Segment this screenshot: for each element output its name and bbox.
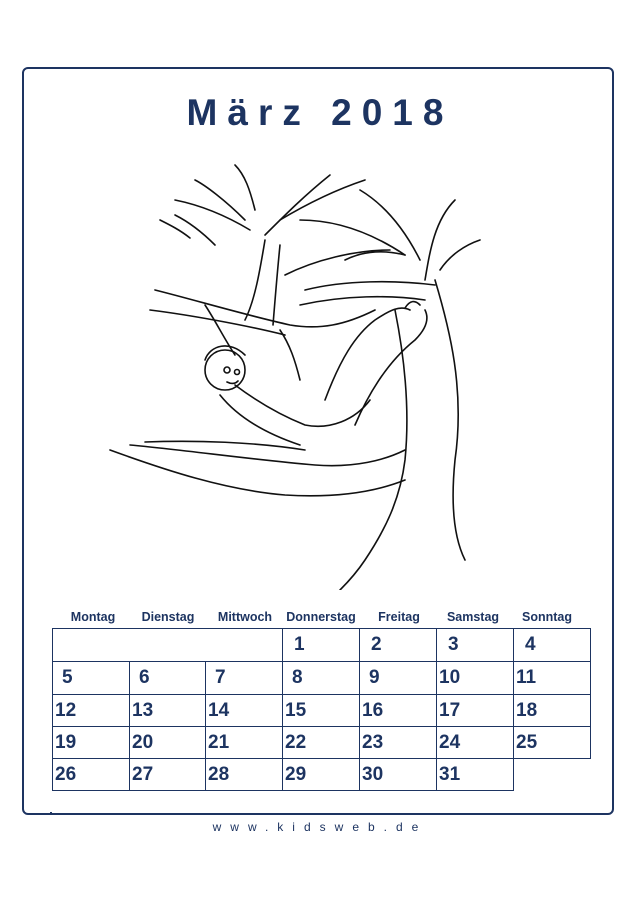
calendar-day-number: 29 [285, 764, 307, 785]
calendar-day-number: 26 [55, 764, 77, 785]
calendar-empty-cell [52, 628, 283, 662]
calendar-day-number: 30 [362, 764, 384, 785]
calendar-day-number: 27 [132, 764, 154, 785]
calendar-day-number: 20 [132, 732, 154, 753]
boy-climbing-tree-icon [105, 160, 485, 590]
weekday-header-sonntag: Sonntag [522, 610, 572, 624]
calendar-day-number: 4 [525, 634, 536, 655]
calendar-day-number: 13 [132, 700, 154, 721]
calendar-day-number: 15 [285, 700, 307, 721]
calendar-day-number: 31 [439, 764, 461, 785]
calendar-day-number: 12 [55, 700, 77, 721]
calendar-day-number: 21 [208, 732, 230, 753]
calendar-day-number: 18 [516, 700, 538, 721]
calendar-day-number: 16 [362, 700, 384, 721]
weekday-header-donnerstag: Donnerstag [286, 610, 356, 624]
page-title: März 2018 [186, 92, 454, 133]
weekday-header-dienstag: Dienstag [141, 610, 195, 624]
calendar-day-number: 25 [516, 732, 538, 753]
calendar-day-number: 3 [448, 634, 459, 655]
footer-url: www.kidsweb.de [212, 820, 428, 834]
calendar-day-number: 10 [439, 667, 461, 688]
calendar-day-number: 14 [208, 700, 230, 721]
calendar-day-number: 23 [362, 732, 384, 753]
weekday-header-montag: Montag [70, 610, 116, 624]
weekday-header-freitag: Freitag [378, 610, 420, 624]
calendar-day-number: 7 [215, 667, 226, 688]
calendar-day-number: 17 [439, 700, 461, 721]
calendar-day-number: 8 [292, 667, 303, 688]
calendar-day-number: 1 [294, 634, 305, 655]
calendar-day-number: 28 [208, 764, 230, 785]
corner-mark [50, 812, 52, 814]
weekday-header-mittwoch: Mittwoch [217, 610, 273, 624]
calendar-day-number: 19 [55, 732, 77, 753]
calendar-day-number: 9 [369, 667, 380, 688]
calendar-day-number: 22 [285, 732, 307, 753]
weekday-header-samstag: Samstag [446, 610, 500, 624]
calendar-day-number: 2 [371, 634, 382, 655]
calendar-day-number: 24 [439, 732, 461, 753]
calendar-day-number: 6 [139, 667, 150, 688]
calendar-day-number: 11 [516, 667, 537, 688]
calendar-day-number: 5 [62, 667, 73, 688]
